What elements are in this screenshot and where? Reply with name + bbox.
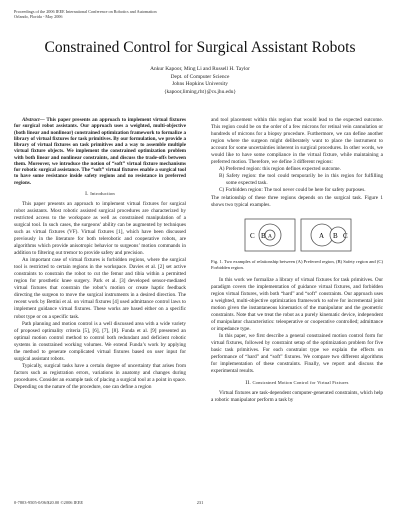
region-label: A	[268, 233, 272, 240]
abstract	[14, 117, 186, 186]
region-label: B	[333, 231, 338, 240]
author-university: Johns Hopkins University	[171, 81, 228, 88]
example-nested-regions	[245, 219, 295, 251]
list-item-letter: A)	[219, 166, 225, 173]
page-number: 231	[196, 500, 204, 505]
list-item	[219, 173, 383, 187]
abstract-text: — This paper presents an approach to implement virtual fixtures for surgical robot assistants. Our approach uses a weighted, multi-objective (both linear and nonlinear) constrained optimization framework to formalize a library of virtual fixtures for task primitives. By our formulation, we provide a library of virtual fixtures on task primitives and a way to assemble multiple virtual fixture objects. We implement the constrained optimization problem with both linear and nonlinear constraints, and discuss the trade-offs between them. Moreover, we introduce the notion of “soft” virtual fixture mechanisms for robotic surgical assistance. The “soft” virtual fixtures enable a surgical tool to have some resistance inside safety regions and no resistance in preferred regions.	[14, 117, 186, 186]
author-names: Ankur Kapoor, Ming Li and Russell H. Taylor	[150, 66, 250, 72]
abstract-label: Abstract	[22, 117, 40, 123]
copyright-footer: 0-7803-9505-0/06/$20.00 ©2006 IEEE	[14, 500, 84, 505]
right-column	[211, 117, 383, 404]
region-label: C	[250, 231, 255, 240]
body-paragraph: The relationship of these three regions depends on the surgical task. Figure 1 shows two typical examples.	[211, 194, 383, 208]
proceedings-line: Proceedings of the 2006 IEEE International Conference on Robotics and Automation	[14, 9, 157, 14]
body-paragraph: In this paper, we first describe a general constrained motion control form for virtual fixtures, followed by constraint setup of the optimization problem for five basic task primitives. For each constraint type we explain the effects on performance of “hard” and “soft” fixtures. We compare two different algorithms for implementation of these constraints. Finally, we report and discuss the experimental results.	[211, 332, 383, 375]
region-diagram-figure	[237, 213, 357, 257]
body-paragraph: Path planning and motion control is a well discussed area with a wide variety of proposed optimality criteria [5], [6], [7], [8]. Funda et al. [9] presented an optimal motion control method to control both redundant and deficient robotic systems in constrained working volumes. We extend Funda’s work by applying the method to generate complicated virtual fixtures based on user input for surgical assistant robots.	[14, 320, 186, 362]
list-item-text: Preferred region: this region defines expected outcome.	[225, 166, 341, 173]
body-paragraph: This paper presents an approach to implement virtual fixtures for surgical robot assistants. Most robotic assisted surgical procedures are characterized by restricted access to the workspace as well as constrained manipulation of a surgical tool. In such cases, the surgeons’ ability can be augmented by techniques such as virtual fixtures (VF). Virtual fixtures [1], which have been discussed previously in the literature for both telerobotic and cooperative robots, are algorithms which provide anisotropic behavior to surgeons’ motion commands in addition to filtering out tremor to provide safety and precision.	[14, 200, 186, 257]
list-item-text: Safety region: the tool could temporarily be in this region for fulfilling some expected task.	[226, 173, 384, 187]
list-item	[219, 187, 383, 194]
region-label: A	[319, 231, 325, 240]
figure-caption: Fig. 1. Two examples of relationship between (A) Preferred region, (B) Safety region and (C) Forbidden region.	[211, 258, 383, 270]
body-paragraph: In this work we formalize a library of virtual fixtures for task primitives. Our paradigm covers the implementation of guidance virtual fixtures, and forbidden region virtual fixtures, with both “hard” and “soft” constraints. Our approach uses a weighted, multi-objective optimization framework to solve for incremental joint motion given the instantaneous kinematics of the manipulator and the geometric constraints. Note that we treat the robot as a purely kinematic device, independent of manipulator characteristics: teleoperative or cooperative controlled; admittance or impedance type.	[211, 276, 383, 332]
list-item-letter: C)	[219, 187, 225, 194]
region-label: B	[261, 231, 266, 240]
proceedings-location: Orlando, Florida - May 2006	[14, 14, 63, 20]
author-department: Dept. of Computer Science	[170, 73, 230, 80]
section-number: II.	[245, 380, 253, 387]
body-paragraph: Virtual fixtures are task-dependent computer-generated constraints, which help a robotic manipulator perform a task by	[211, 390, 383, 404]
author-block	[0, 66, 400, 96]
body-paragraph: and tool placement within this region that would lead to the expected outcome. This region could be on the order of a few microns for retinal vein cannulation or hundreds of microns for a biopsy procedure. Furthermore, we can define another region where the surgeon might deliberately want to place the instrument to account for some uncertainties inherent in surgical procedures. In other words, we would like to have some compliance in the virtual fixture, while maintaining a preferred motion. Therefore, we define 3 different regions:	[211, 117, 383, 166]
body-paragraph: Typically, surgical tasks have a certain degree of uncertainty that arises from factors such as registration errors, variations in anatomy and changes during procedures. Consider an example task of placing a surgical tool at a point in space. Depending on the nature of the procedure, one can define a region	[14, 362, 186, 390]
list-item-text: Forbidden region: The tool never could be here for safety purposes.	[225, 187, 366, 194]
section-title: Introduction	[90, 190, 115, 196]
author-email: {kapoor,liming,rht}@cs.jhu.edu}	[163, 88, 237, 95]
region-label: C	[343, 231, 348, 240]
body-paragraph: An important case of virtual fixtures is forbidden regions, where the surgical tool is restricted to certain regions in the workspace. Davies et al. [2] set active constraints to constrain the robot to cut the femur and tibia within a permitted region for prosthetic knee surgery. Park et al. [3] developed sensor-mediated virtual fixtures that constrain the robot’s motion or create haptic feedback directing the surgeon to move the surgical instruments in a desired direction. The recent work by Bettini et al. on virtual fixtures [4] used admittance control laws to implement guidance virtual fixtures. These works are based either on a specific robot type or on a specific task.	[14, 257, 186, 320]
region-list	[211, 166, 383, 194]
section-heading-introduction	[14, 190, 186, 198]
list-item-letter: B)	[219, 173, 225, 180]
example-adjacent-regions	[301, 219, 351, 251]
proceedings-header	[14, 9, 214, 19]
left-column	[14, 117, 186, 391]
section-title: Constrained Motion Control for Virtual Fixtures	[252, 380, 349, 386]
paper-title: Constrained Control for Surgical Assistant Robots	[44, 39, 356, 56]
section-heading-constrained-motion	[211, 379, 383, 387]
section-number: I.	[85, 190, 91, 197]
